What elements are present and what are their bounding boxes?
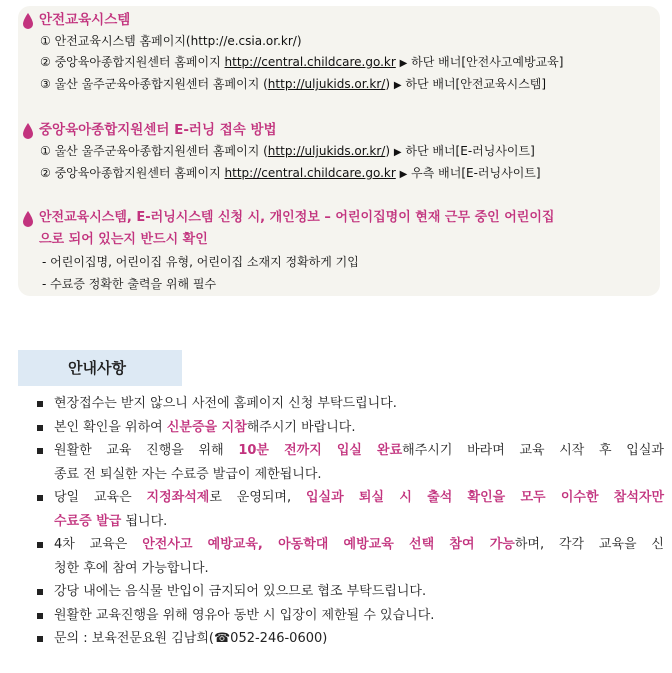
arrow-right-icon: ▶ (399, 169, 408, 180)
section-title: 안전교육시스템 (22, 9, 664, 31)
list-item: 본인 확인을 위하여 신분증을 지참해주시기 바랍니다. (34, 416, 664, 440)
section-elearning (22, 119, 664, 185)
highlight-text: 입실과 퇴실 시 출석 확인을 모두 이수한 참석자만 (306, 490, 665, 505)
list-item: ③ 울산 울주군육아종합지원센터 홈페이지 (http://uljukids.or.kr/) ▶ 하단 배너[안전교육시스템] (40, 77, 547, 91)
central-childcare-link[interactable]: http://central.childcare.go.kr (224, 166, 396, 180)
drop-icon (22, 11, 34, 31)
uljukids-link[interactable]: http://uljukids.or.kr/ (267, 144, 386, 158)
highlight-text: 수료증 발급 (54, 513, 122, 529)
list-item: 4차 교육은 안전사고 예방교육, 아동학대 예방교육 선택 참여 가능하며, 각각 교육을 신 청한 후에 참여 가능합니다. (34, 533, 664, 580)
section-title: 안전교육시스템, E-러닝시스템 신청 시, 개인정보 – 어린이집명이 현재 근무 중인 어린이집 (22, 207, 664, 229)
list-item: 원활한 교육 진행을 위해 10분 전까지 입실 완료해주시기 바라며 교육 시작 후 입실과 종료 전 퇴실한 자는 수료증 발급이 제한됩니다. (34, 439, 664, 486)
section-safety-system (22, 9, 664, 96)
central-childcare-link[interactable]: http://central.childcare.go.kr (224, 55, 396, 69)
list-item: 강당 내에는 음식물 반입이 금지되어 있으므로 협조 부탁드립니다. (34, 580, 664, 604)
highlight-text: 신분증을 지참 (166, 419, 247, 435)
list-item: ① 안전교육시스템 홈페이지(http://e.csia.or.kr/) (40, 34, 302, 48)
uljukids-link[interactable]: http://uljukids.or.kr/ (267, 77, 386, 91)
contact-item: 문의 : 보육전문요원 김남희(☎052-246-0600) (34, 627, 664, 651)
list-item: 원활한 교육진행을 위해 영유아 동반 시 입장이 제한될 수 있습니다. (34, 604, 664, 628)
sub-item: - 어린이집명, 어린이집 유형, 어린이집 소재지 정확하게 기입 (42, 255, 359, 269)
drop-icon (22, 121, 34, 141)
arrow-right-icon: ▶ (393, 80, 402, 91)
notice-list (34, 392, 664, 651)
arrow-right-icon: ▶ (399, 58, 408, 69)
section-title-cont: 으로 되어 있는지 반드시 확인 (39, 232, 208, 247)
list-item: ① 울산 울주군육아종합지원센터 홈페이지 (http://uljukids.or.kr/) ▶ 하단 배너[E-러닝사이트] (40, 144, 535, 158)
list-item: ② 중앙육아종합지원센터 홈페이지 http://central.childcare.go.kr ▶ 우측 배너[E-러닝사이트] (40, 166, 541, 180)
highlight-text: 지정좌석제 (146, 490, 210, 505)
list-item: 현장접수는 받지 않으니 사전에 홈페이지 신청 부탁드립니다. (34, 392, 664, 416)
drop-icon (22, 209, 34, 229)
notice-tab: 안내사항 (18, 350, 182, 386)
list-item: ② 중앙육아종합지원센터 홈페이지 http://central.childcare.go.kr ▶ 하단 배너[안전사고예방교육] (40, 55, 564, 69)
highlight-text: 10분 전까지 입실 완료 (238, 443, 403, 458)
section-personal-info (22, 207, 664, 295)
section-title: 중앙육아종합지원센터 E-러닝 접속 방법 (22, 119, 664, 141)
sub-item: - 수료증 정확한 출력을 위해 필수 (42, 277, 217, 291)
list-item: 당일 교육은 지정좌석제로 운영되며, 입실과 퇴실 시 출석 확인을 모두 이수한 참석자만 수료증 발급 됩니다. (34, 486, 664, 533)
highlight-text: 안전사고 예방교육, 아동학대 예방교육 선택 참여 가능 (142, 537, 515, 552)
arrow-right-icon: ▶ (393, 147, 402, 158)
